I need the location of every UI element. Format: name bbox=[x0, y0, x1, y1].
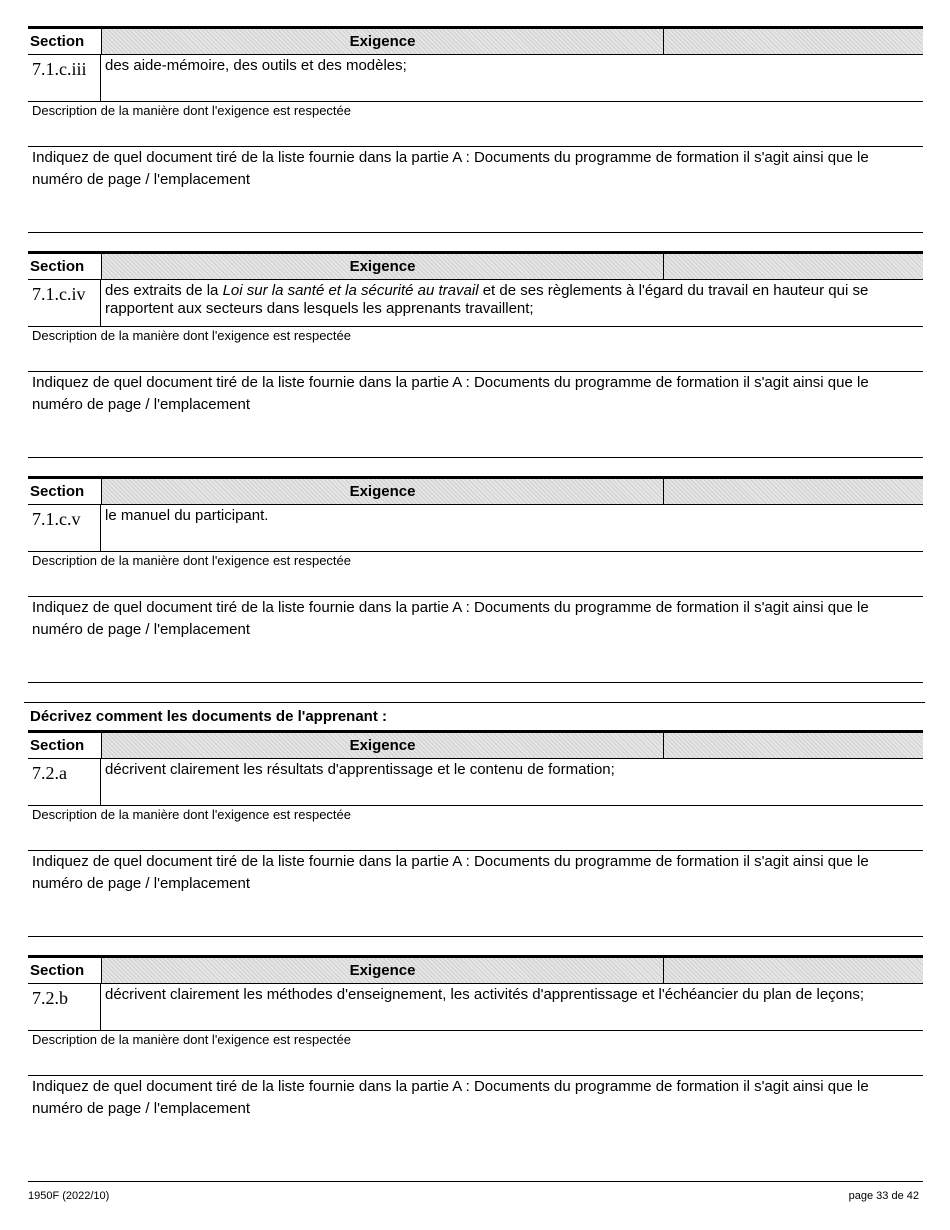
text-pre: des extraits de la bbox=[105, 282, 223, 299]
requirement-text: le manuel du participant. bbox=[105, 507, 269, 524]
description-field[interactable]: Description de la manière dont l'exigence est respectée bbox=[28, 806, 923, 851]
requirement-row bbox=[28, 505, 923, 552]
section-number: 7.1.c.iii bbox=[28, 55, 101, 101]
description-field[interactable]: Description de la manière dont l'exigence est respectée bbox=[28, 102, 923, 147]
table-header bbox=[28, 476, 923, 505]
section-header: Section bbox=[28, 958, 101, 983]
section-7-2-intro: Décrivez comment les documents de l'apprenant : bbox=[24, 702, 925, 732]
text-post: et de ses règlements à l'égard du travail en hauteur qui se rapportent aux secteurs dans lesquels les apprenants travaillent; bbox=[105, 282, 869, 317]
table-header bbox=[28, 26, 923, 55]
requirement-text: décrivent clairement les méthodes d'enseignement, les activités d'apprentissage et l'échéancier du plan de leçons; bbox=[105, 986, 865, 1003]
section-number: 7.2.a bbox=[28, 759, 101, 805]
exigence-header: Exigence bbox=[101, 29, 664, 54]
header-shaded-cell bbox=[664, 254, 923, 279]
exigence-header: Exigence bbox=[101, 958, 664, 983]
page-footer bbox=[28, 1181, 923, 1202]
header-shaded-cell bbox=[664, 958, 923, 983]
requirement-block-7-1-c-iv bbox=[28, 251, 923, 458]
form-id: 1950F (2022/10) bbox=[28, 1190, 110, 1202]
section-header: Section bbox=[28, 29, 101, 54]
requirement-row bbox=[28, 984, 923, 1031]
requirement-block-7-1-c-v bbox=[28, 476, 923, 683]
requirement-row bbox=[28, 759, 923, 806]
location-field[interactable]: Indiquez de quel document tiré de la liste fournie dans la partie A : Documents du programme de formation il s'agit ainsi que le numéro de page / l'emplacement bbox=[32, 1078, 869, 1117]
description-field[interactable]: Description de la manière dont l'exigence est respectée bbox=[28, 552, 923, 597]
section-header: Section bbox=[28, 479, 101, 504]
requirement-row bbox=[28, 55, 923, 102]
requirement-block-7-1-c-iii bbox=[28, 26, 923, 233]
table-header bbox=[28, 251, 923, 280]
location-field[interactable]: Indiquez de quel document tiré de la liste fournie dans la partie A : Documents du programme de formation il s'agit ainsi que le numéro de page / l'emplacement bbox=[28, 372, 923, 458]
requirement-block-7-2-a bbox=[28, 730, 923, 937]
header-shaded-cell bbox=[664, 29, 923, 54]
requirement-block-7-2-b bbox=[28, 955, 923, 1161]
section-header: Section bbox=[28, 254, 101, 279]
section-number: 7.2.b bbox=[28, 984, 101, 1030]
table-header bbox=[28, 955, 923, 984]
requirement-text: des aide-mémoire, des outils et des modèles; bbox=[105, 57, 407, 74]
exigence-header: Exigence bbox=[101, 479, 664, 504]
section-number: 7.1.c.iv bbox=[28, 280, 101, 326]
requirement-row bbox=[28, 280, 923, 327]
requirement-text bbox=[101, 280, 923, 318]
location-field[interactable]: Indiquez de quel document tiré de la liste fournie dans la partie A : Documents du programme de formation il s'agit ainsi que le numéro de page / l'emplacement bbox=[28, 597, 923, 683]
exigence-header: Exigence bbox=[101, 733, 664, 758]
section-header: Section bbox=[28, 733, 101, 758]
header-shaded-cell bbox=[664, 733, 923, 758]
law-title: Loi sur la santé et la sécurité au travail bbox=[222, 282, 479, 299]
description-field[interactable]: Description de la manière dont l'exigence est respectée bbox=[28, 327, 923, 372]
section-number: 7.1.c.v bbox=[28, 505, 101, 551]
requirement-text: décrivent clairement les résultats d'apprentissage et le contenu de formation; bbox=[105, 761, 615, 778]
exigence-header: Exigence bbox=[101, 254, 664, 279]
table-header bbox=[28, 730, 923, 759]
location-field[interactable]: Indiquez de quel document tiré de la liste fournie dans la partie A : Documents du programme de formation il s'agit ainsi que le numéro de page / l'emplacement bbox=[28, 147, 923, 233]
page-number: page 33 de 42 bbox=[848, 1190, 919, 1202]
description-field[interactable]: Description de la manière dont l'exigence est respectée bbox=[28, 1031, 923, 1076]
header-shaded-cell bbox=[664, 479, 923, 504]
location-field[interactable]: Indiquez de quel document tiré de la liste fournie dans la partie A : Documents du programme de formation il s'agit ainsi que le numéro de page / l'emplacement bbox=[28, 851, 923, 937]
